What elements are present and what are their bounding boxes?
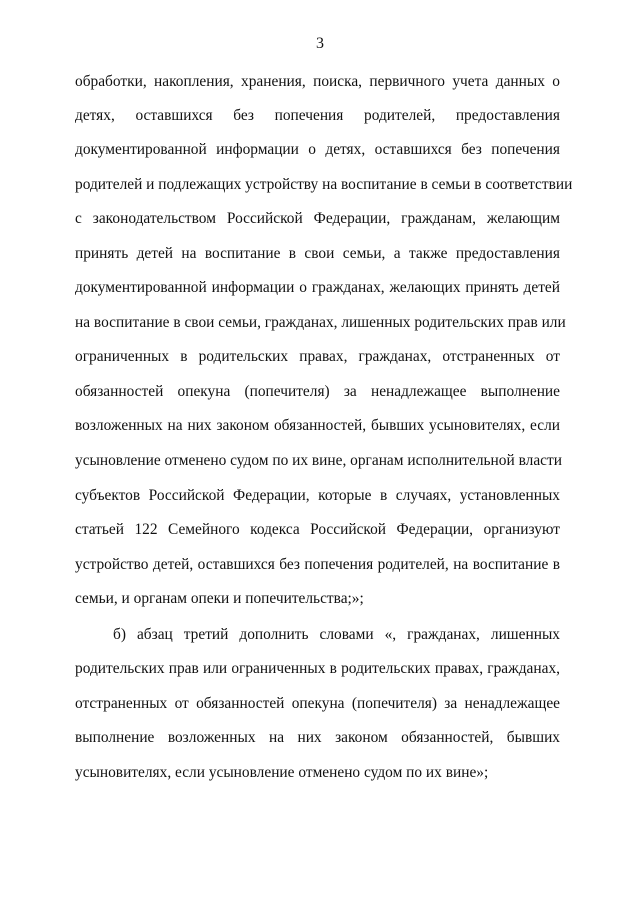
paragraph-line: возложенных на них законом обязанностей, бывших усыновителях, если [75, 417, 560, 434]
paragraph-line: б) абзац третий дополнить словами «, гражданах, лишенных [113, 626, 560, 643]
paragraph-line: документированной информации о гражданах, желающих принять детей [75, 279, 560, 296]
paragraph-line: выполнение возложенных на них законом обязанностей, бывших [75, 729, 560, 746]
paragraph-line: отстраненных от обязанностей опекуна (попечителя) за ненадлежащее [75, 695, 560, 712]
paragraph-line: обязанностей опекуна (попечителя) за ненадлежащее выполнение [75, 383, 560, 400]
paragraph-line: документированной информации о детях, оставшихся без попечения [75, 141, 560, 158]
paragraph-line: на воспитание в свои семьи, гражданах, лишенных родительских прав или [75, 314, 566, 331]
paragraph-line: с законодательством Российской Федерации, гражданам, желающим [75, 210, 560, 227]
paragraph-line: семьи, и органам опеки и попечительства;»; [75, 590, 364, 607]
paragraph-line: принять детей на воспитание в свои семьи, а также предоставления [75, 245, 560, 262]
paragraph-line: родительских прав или ограниченных в родительских правах, гражданах, [75, 660, 560, 677]
paragraph-line: родителей и подлежащих устройству на воспитание в семьи в соответствии [75, 176, 573, 193]
paragraph-line: устройство детей, оставшихся без попечения родителей, на воспитание в [75, 556, 560, 573]
paragraph-line: усыновление отменено судом по их вине, органам исполнительной власти [75, 452, 562, 469]
paragraph-line: обработки, накопления, хранения, поиска, первичного учета данных о [75, 73, 560, 90]
paragraph-line: субъектов Российской Федерации, которые в случаях, установленных [75, 487, 560, 504]
paragraph-line: детях, оставшихся без попечения родителей, предоставления [75, 107, 560, 124]
page-number: 3 [316, 35, 324, 52]
paragraph-line: ограниченных в родительских правах, гражданах, отстраненных от [75, 348, 560, 365]
paragraph-line: статьей 122 Семейного кодекса Российской Федерации, организуют [75, 521, 560, 538]
paragraph-line: усыновителях, если усыновление отменено судом по их вине»; [75, 764, 489, 781]
